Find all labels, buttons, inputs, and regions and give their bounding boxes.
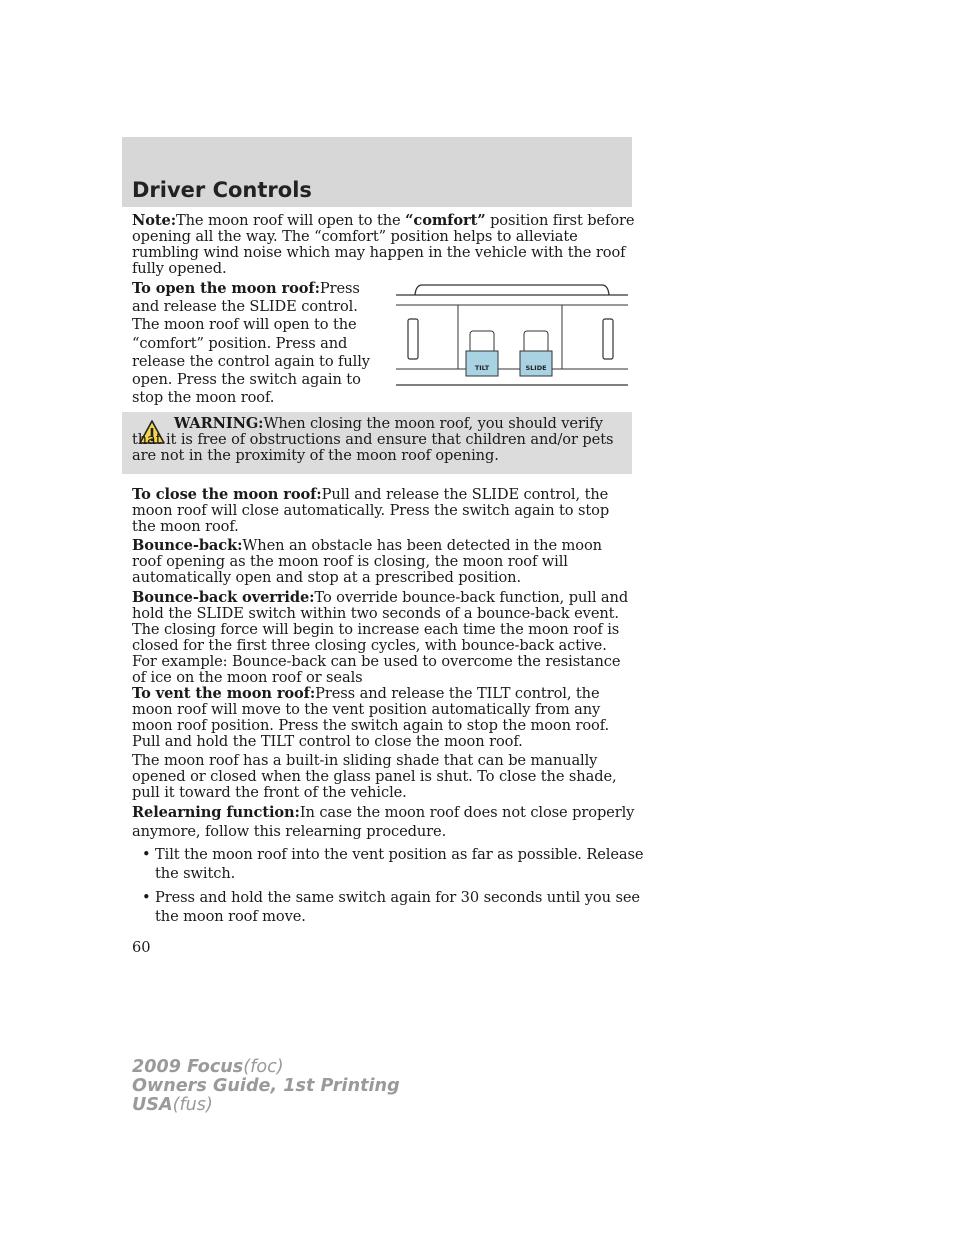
moon-roof-switch-illustration	[396, 281, 628, 389]
section-title: Driver Controls	[132, 178, 312, 202]
list-item: • Press and hold the same switch again for 30 seconds until you see the moon roof move.	[142, 889, 640, 925]
tilt-label: TILT	[474, 364, 490, 372]
open-roof-label: To open the moon roof:	[132, 280, 320, 297]
bounce-back-label: Bounce-back:	[132, 537, 243, 554]
footer-model: 2009 Focus	[132, 1057, 244, 1077]
page-number: 60	[132, 939, 151, 956]
list-item: • Tilt the moon roof into the vent position as far as possible. Release the switch.	[142, 846, 644, 882]
bounce-back-paragraph: Bounce-back:When an obstacle has been detected in the moon roof opening as the moon roof is closing, the moon roof will automatically open and stop at a prescribed position.	[132, 537, 602, 587]
warning-paragraph: WARNING:When closing the moon roof, you should verify that it is free of obstructions and ensure that children and/or pets are not in the proximity of the moon roof opening.	[132, 415, 614, 465]
open-roof-paragraph: To open the moon roof:Press and release the SLIDE control. The moon roof will open to the “comfort” position. Press and release the control again to fully open. Press the switch again to stop the moon roof.	[132, 280, 370, 407]
right-lamp-lens	[603, 319, 613, 359]
bounce-override-paragraph: Bounce-back override:To override bounce-back function, pull and hold the SLIDE switch within two seconds of a bounce-back event. The closing force will begin to increase each time the moon roof is closed for the first three closing cycles, with bounce-back active. For example: Bounce-back can be used to overcome the resistance of ice on the moon roof or seals	[132, 589, 629, 687]
footer-guide: Owners Guide, 1st Printing	[132, 1076, 400, 1096]
bullet-icon: •	[142, 846, 151, 863]
warning-label: WARNING:	[174, 415, 264, 432]
slide-label: SLIDE	[525, 364, 547, 372]
note-paragraph: Note:The moon roof will open to the “comfort” position first before opening all the way. The “comfort” position helps to alleviate rumbling wind noise which may happen in the vehicle with the roof fully opened.	[132, 212, 635, 278]
footer-region: USA	[132, 1095, 173, 1115]
bullet-icon: •	[142, 889, 151, 906]
shade-paragraph: The moon roof has a built-in sliding shade that can be manually opened or closed when the glass panel is shut. To close the shade, pull it toward the front of the vehicle.	[132, 752, 617, 802]
relearning-label: Relearning function:	[132, 804, 300, 821]
close-roof-paragraph: To close the moon roof:Pull and release the SLIDE control, the moon roof will close automatically. Press the switch again to stop the moon roof.	[132, 486, 610, 536]
vent-roof-label: To vent the moon roof:	[132, 685, 316, 702]
left-lamp-lens	[408, 319, 418, 359]
close-roof-label: To close the moon roof:	[132, 486, 322, 503]
document-footer: 2009 Focus(foc) Owners Guide, 1st Printing USA(fus)	[132, 1057, 400, 1115]
vent-roof-paragraph: To vent the moon roof:Press and release the TILT control, the moon roof will move to the vent position automatically from any moon roof position. Press the switch again to stop the moon roof. Pull and hold the TILT control to close the moon roof.	[132, 685, 610, 751]
note-emphasis: “comfort”	[405, 212, 486, 229]
relearning-paragraph: Relearning function:In case the moon roof does not close properly anymore, follow this relearning procedure.	[132, 804, 635, 840]
note-label: Note:	[132, 212, 176, 229]
bounce-override-label: Bounce-back override:	[132, 589, 315, 606]
